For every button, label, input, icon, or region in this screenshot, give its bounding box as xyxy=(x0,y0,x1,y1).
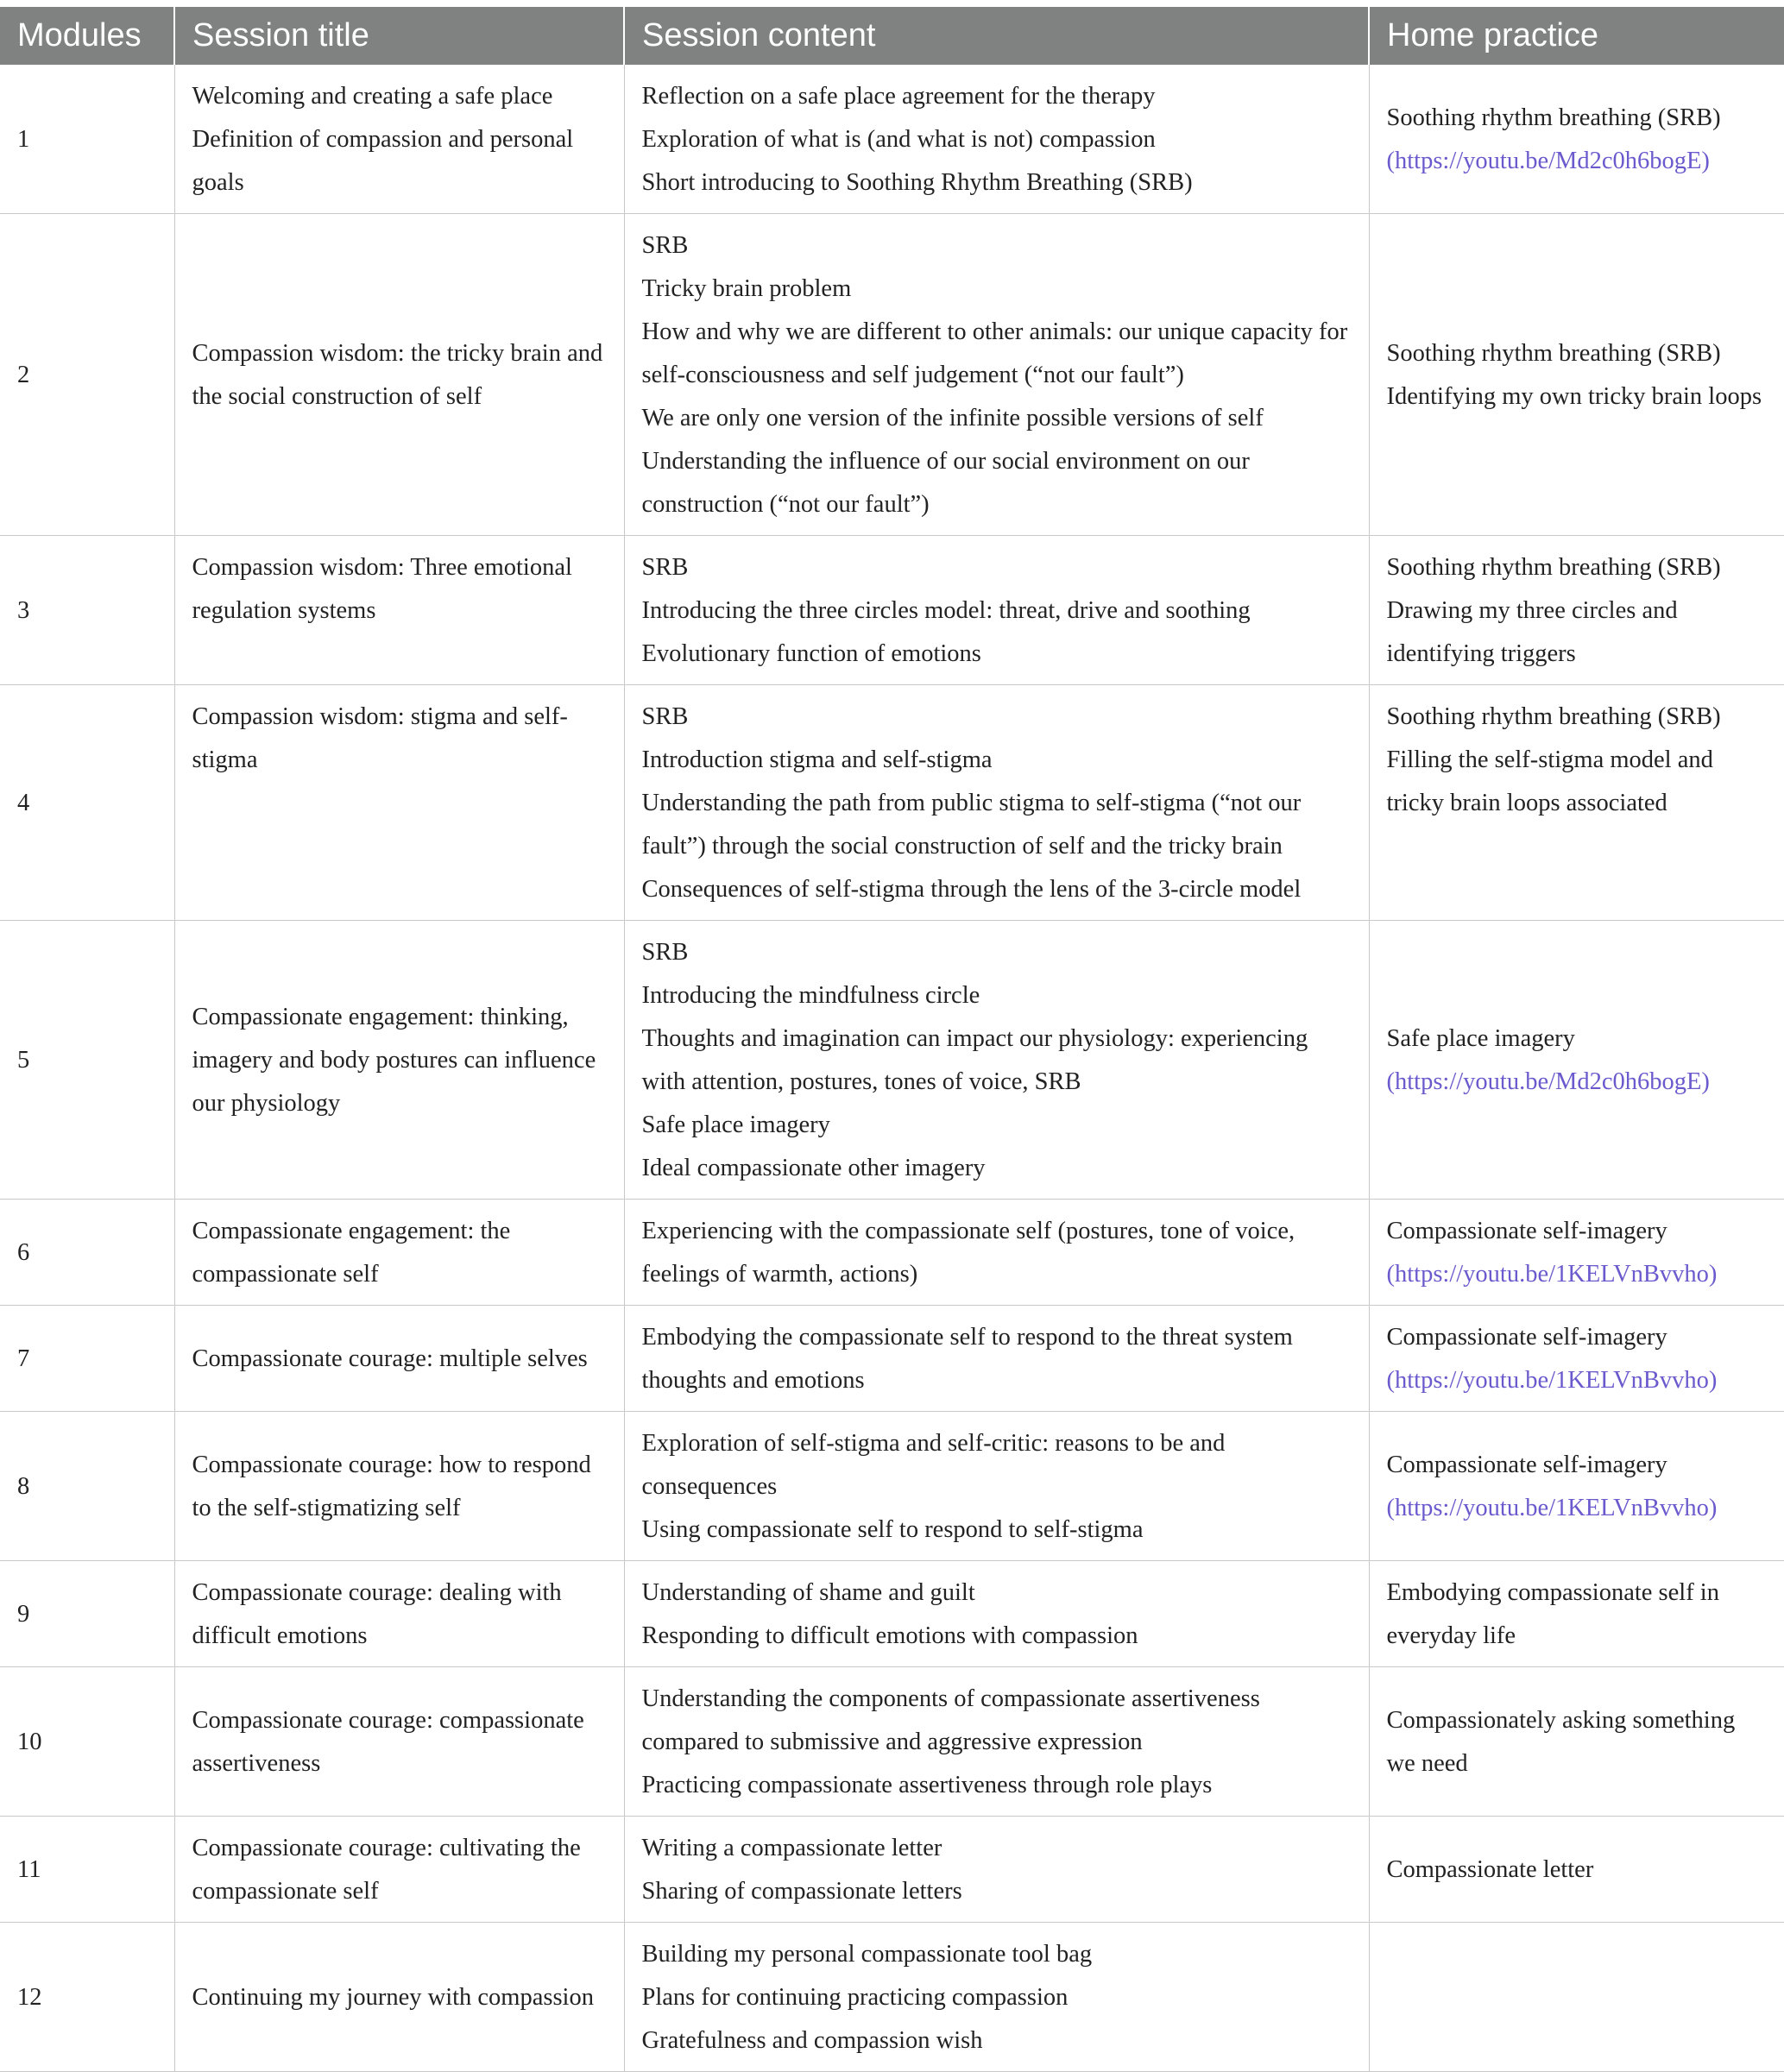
session-title: Compassionate courage: multiple selves xyxy=(174,1306,624,1412)
table-row xyxy=(0,1561,1784,1667)
header-home-practice: Home practice xyxy=(1369,7,1784,65)
module-number: 9 xyxy=(0,1561,174,1667)
table-row xyxy=(0,921,1784,1200)
session-title: Continuing my journey with compassion xyxy=(174,1923,624,2072)
session-content: SRB Introducing the three circles model: threat, drive and soothing Evolutionary function of emotions xyxy=(624,536,1369,685)
table-row xyxy=(0,65,1784,214)
module-number: 2 xyxy=(0,214,174,536)
module-number: 10 xyxy=(0,1667,174,1817)
home-practice: Compassionate self-imagery (https://youtu.be/1KELVnBvvho) xyxy=(1369,1306,1784,1412)
module-number: 8 xyxy=(0,1412,174,1561)
session-content: Building my personal compassionate tool bag Plans for continuing practicing compassion Gratefulness and compassion wish xyxy=(624,1923,1369,2072)
table-row xyxy=(0,1306,1784,1412)
module-number: 5 xyxy=(0,921,174,1200)
session-content: Exploration of self-stigma and self-critic: reasons to be and consequences Using compassionate self to respond to self-stigma xyxy=(624,1412,1369,1561)
session-content: SRB Introducing the mindfulness circle Thoughts and imagination can impact our physiology: experiencing with attention, postures, tones of voice, SRB Safe place imagery Ideal compassionate other imagery xyxy=(624,921,1369,1200)
module-number: 11 xyxy=(0,1817,174,1923)
table-row xyxy=(0,536,1784,685)
home-practice: Soothing rhythm breathing (SRB) Drawing my three circles and identifying triggers xyxy=(1369,536,1784,685)
session-content: Understanding of shame and guilt Responding to difficult emotions with compassion xyxy=(624,1561,1369,1667)
table-row xyxy=(0,1817,1784,1923)
session-title: Compassionate courage: cultivating the compassionate self xyxy=(174,1817,624,1923)
table-row xyxy=(0,214,1784,536)
session-title: Welcoming and creating a safe place Definition of compassion and personal goals xyxy=(174,65,624,214)
module-number: 1 xyxy=(0,65,174,214)
home-practice: Soothing rhythm breathing (SRB) Filling the self-stigma model and tricky brain loops associated xyxy=(1369,685,1784,921)
session-content: SRB Introduction stigma and self-stigma Understanding the path from public stigma to self-stigma (“not our fault”) through the social construction of self and the tricky brain Consequences of self-stigma through the lens of the 3-circle model xyxy=(624,685,1369,921)
module-number: 12 xyxy=(0,1923,174,2072)
session-title: Compassionate courage: how to respond to the self-stigmatizing self xyxy=(174,1412,624,1561)
home-practice: Soothing rhythm breathing (SRB) Identifying my own tricky brain loops xyxy=(1369,214,1784,536)
practice-link[interactable]: (https://youtu.be/1KELVnBvvho) xyxy=(1386,1367,1718,1394)
session-title: Compassionate engagement: thinking, imagery and body postures can influence our physiology xyxy=(174,921,624,1200)
home-practice xyxy=(1369,1923,1784,2072)
table-row xyxy=(0,685,1784,921)
header-session-content: Session content xyxy=(624,7,1369,65)
sessions-table xyxy=(0,7,1784,2072)
table-row xyxy=(0,1667,1784,1817)
session-title: Compassion wisdom: Three emotional regulation systems xyxy=(174,536,624,685)
module-number: 4 xyxy=(0,685,174,921)
session-title: Compassionate courage: dealing with difficult emotions xyxy=(174,1561,624,1667)
table-header-row xyxy=(0,7,1784,65)
session-content: Understanding the components of compassionate assertiveness compared to submissive and aggressive expression Practicing compassionate assertiveness through role plays xyxy=(624,1667,1369,1817)
session-title: Compassion wisdom: stigma and self-stigma xyxy=(174,685,624,921)
table-row xyxy=(0,1923,1784,2072)
home-practice: Compassionately asking something we need xyxy=(1369,1667,1784,1817)
table-row xyxy=(0,1412,1784,1561)
home-practice: Embodying compassionate self in everyday life xyxy=(1369,1561,1784,1667)
header-session-title: Session title xyxy=(174,7,624,65)
home-practice: Compassionate self-imagery (https://youtu.be/1KELVnBvvho) xyxy=(1369,1200,1784,1306)
session-title: Compassionate engagement: the compassionate self xyxy=(174,1200,624,1306)
practice-link[interactable]: (https://youtu.be/1KELVnBvvho) xyxy=(1386,1495,1718,1521)
practice-link[interactable]: (https://youtu.be/Md2c0h6bogE) xyxy=(1386,1068,1710,1095)
module-number: 6 xyxy=(0,1200,174,1306)
module-number: 3 xyxy=(0,536,174,685)
session-title: Compassion wisdom: the tricky brain and the social construction of self xyxy=(174,214,624,536)
home-practice: Safe place imagery (https://youtu.be/Md2c0h6bogE) xyxy=(1369,921,1784,1200)
home-practice: Compassionate letter xyxy=(1369,1817,1784,1923)
session-content: Experiencing with the compassionate self (postures, tone of voice, feelings of warmth, actions) xyxy=(624,1200,1369,1306)
home-practice: Soothing rhythm breathing (SRB) (https://youtu.be/Md2c0h6bogE) xyxy=(1369,65,1784,214)
session-content: Writing a compassionate letter Sharing of compassionate letters xyxy=(624,1817,1369,1923)
session-content: SRB Tricky brain problem How and why we are different to other animals: our unique capacity for self-consciousness and self judgement (“not our fault”) We are only one version of the infinite possible versions of self Understanding the influence of our social environment on our construction (“not our fault”) xyxy=(624,214,1369,536)
session-content: Reflection on a safe place agreement for the therapy Exploration of what is (and what is not) compassion Short introducing to Soothing Rhythm Breathing (SRB) xyxy=(624,65,1369,214)
practice-link[interactable]: (https://youtu.be/1KELVnBvvho) xyxy=(1386,1261,1718,1288)
table-row xyxy=(0,1200,1784,1306)
sessions-table-container xyxy=(0,7,1784,2072)
session-content: Embodying the compassionate self to respond to the threat system thoughts and emotions xyxy=(624,1306,1369,1412)
header-modules: Modules xyxy=(0,7,174,65)
session-title: Compassionate courage: compassionate assertiveness xyxy=(174,1667,624,1817)
module-number: 7 xyxy=(0,1306,174,1412)
home-practice: Compassionate self-imagery (https://youtu.be/1KELVnBvvho) xyxy=(1369,1412,1784,1561)
practice-link[interactable]: (https://youtu.be/Md2c0h6bogE) xyxy=(1386,148,1710,174)
